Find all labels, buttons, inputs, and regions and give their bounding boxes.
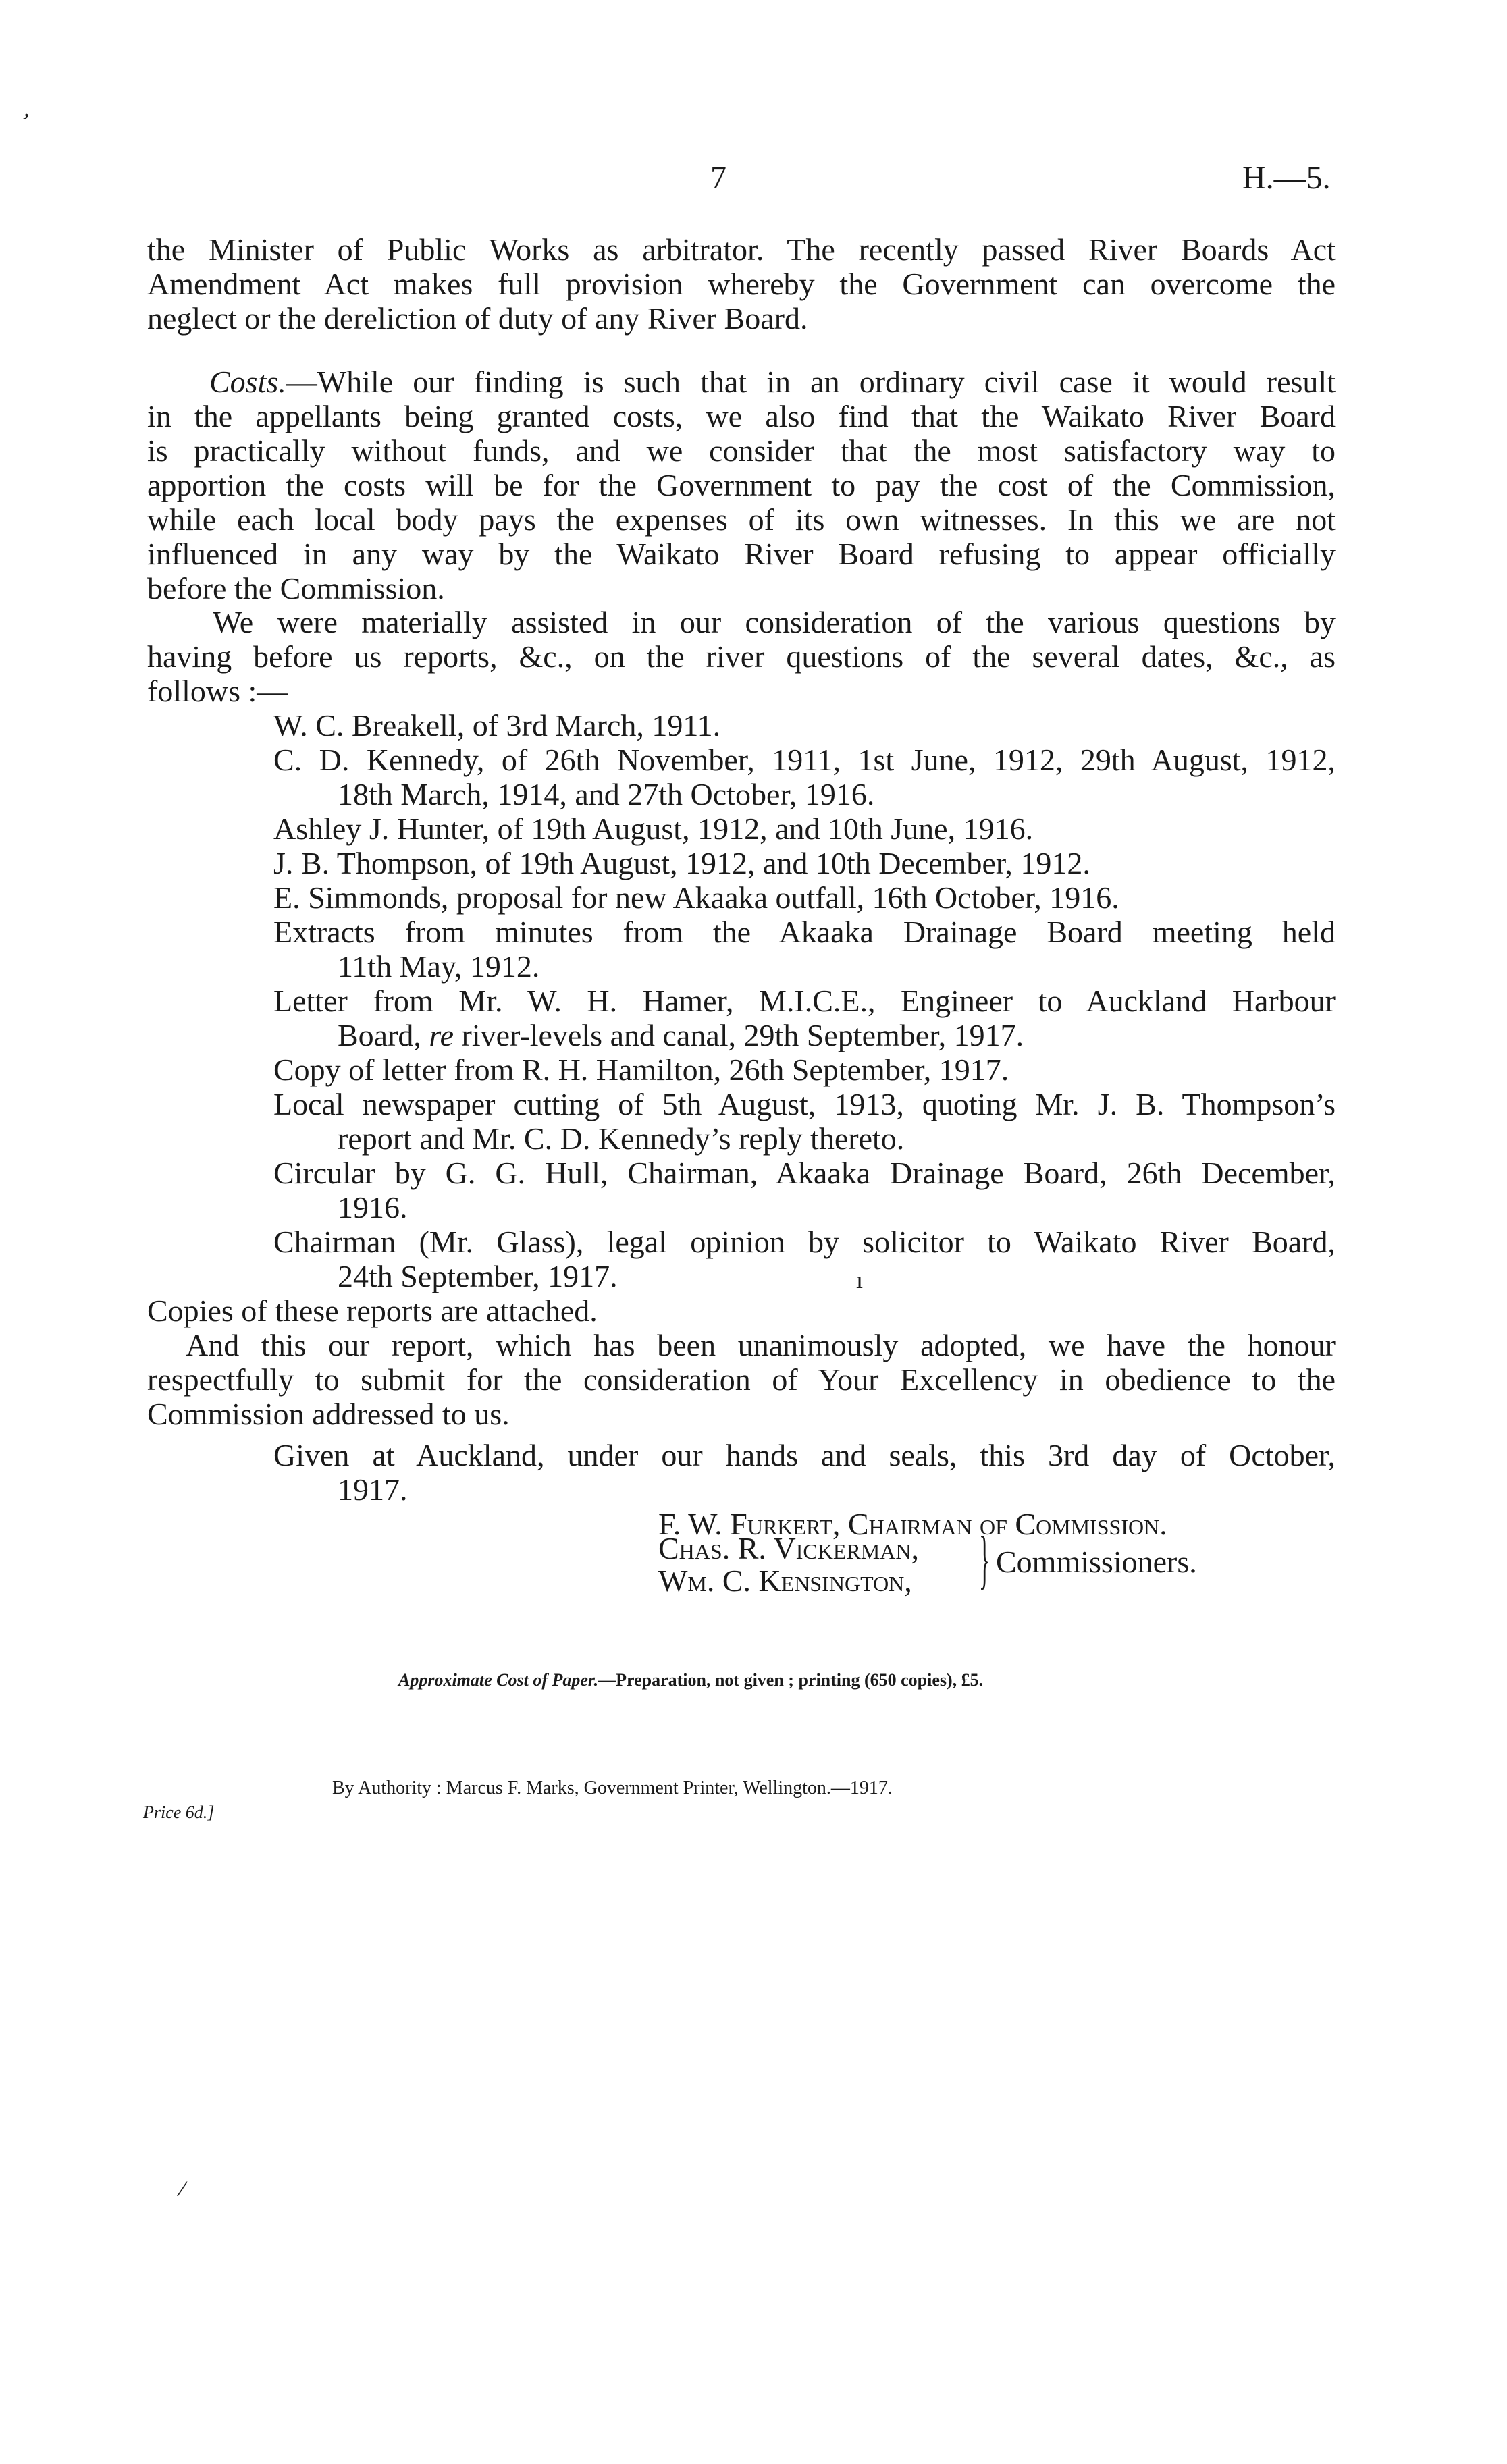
signature-vickerman: Chas. R. Vickerman,: [658, 1531, 919, 1565]
text-line: 1917.: [338, 1472, 408, 1507]
report-text: river-levels and canal, 29th September, 1917.: [454, 1018, 1024, 1052]
text-line: the Minister of Public Works as arbitrator. The recently passed River Boards Act: [147, 232, 1336, 267]
brace-glyph: }: [979, 1523, 990, 1595]
copies-attached-line: Copies of these reports are attached.: [147, 1293, 598, 1328]
report-item-continued: 11th May, 1912.: [338, 949, 540, 984]
report-item: Ashley J. Hunter, of 19th August, 1912, and 10th June, 1916.: [273, 811, 1034, 846]
text-line: is practically without funds, and we consider that the most satisfactory way to: [147, 433, 1336, 468]
report-text: Board,: [338, 1018, 429, 1052]
printer-authority: By Authority : Marcus F. Marks, Government Printer, Wellington.—1917.: [332, 1777, 893, 1798]
report-item: Copy of letter from R. H. Hamilton, 26th September, 1917.: [273, 1052, 1009, 1087]
text-line: while each local body pays the expenses of its own witnesses. In this we are not: [147, 502, 1336, 537]
text-line: influenced in any way by the Waikato River Board refusing to appear officially: [147, 537, 1336, 571]
report-item: E. Simmonds, proposal for new Akaaka outfall, 16th October, 1916.: [273, 880, 1119, 915]
report-item: Extracts from minutes from the Akaaka Drainage Board meeting held: [273, 915, 1336, 949]
scan-speck: ʼ: [16, 107, 33, 136]
report-item: Circular by G. G. Hull, Chairman, Akaaka Drainage Board, 26th December,: [273, 1156, 1336, 1190]
report-item: Chairman (Mr. Glass), legal opinion by solicitor to Waikato River Board,: [273, 1225, 1336, 1259]
text-line: [209, 365, 1336, 400]
report-item-continued: 18th March, 1914, and 27th October, 1916.: [338, 777, 875, 811]
text-line: Commission addressed to us.: [147, 1397, 510, 1431]
report-item: Local newspaper cutting of 5th August, 1913, quoting Mr. J. B. Thompson’s: [273, 1087, 1336, 1121]
report-item: J. B. Thompson, of 19th August, 1912, and 10th December, 1912.: [273, 846, 1090, 880]
report-item: C. D. Kennedy, of 26th November, 1911, 1st June, 1912, 29th August, 1912,: [273, 743, 1336, 777]
document-reference: H.—5.: [1242, 160, 1331, 196]
report-item-continued: report and Mr. C. D. Kennedy’s reply thereto.: [338, 1121, 905, 1156]
commissioners-label: Commissioners.: [996, 1545, 1197, 1579]
price-note: Price 6d.]: [143, 1802, 215, 1822]
scan-speck: /: [175, 2174, 190, 2203]
text-line: We were materially assisted in our consideration of the various questions by: [213, 605, 1336, 639]
text-line: before the Commission.: [147, 571, 445, 606]
report-item: Letter from Mr. W. H. Hamer, M.I.C.E., Engineer to Auckland Harbour: [273, 984, 1336, 1018]
scan-speck: ı: [856, 1266, 864, 1293]
text-line: Amendment Act makes full provision whereby the Government can overcome the: [147, 267, 1336, 301]
page-number: 7: [710, 160, 726, 196]
report-item: W. C. Breakell, of 3rd March, 1911.: [273, 708, 721, 743]
signature-kensington: Wm. C. Kensington,: [658, 1563, 912, 1598]
text-line: neglect or the dereliction of duty of any River Board.: [147, 301, 808, 336]
text-line: respectfully to submit for the consideration of Your Excellency in obedience to the: [147, 1362, 1336, 1397]
report-text-italic: re: [429, 1018, 454, 1052]
text-line: Given at Auckland, under our hands and seals, this 3rd day of October,: [273, 1438, 1336, 1472]
commissioners-block: [658, 1524, 1333, 1605]
cost-label: Approximate Cost of Paper.: [398, 1670, 599, 1690]
text-line: And this our report, which has been unanimously adopted, we have the honour: [186, 1328, 1336, 1362]
report-item-continued: [338, 1018, 1336, 1053]
costs-first-line: —While our finding is such that in an ordinary civil case it would result: [286, 365, 1336, 399]
text-line: in the appellants being granted costs, we also find that the Waikato River Board: [147, 399, 1336, 433]
signature-chairman: F. W. Furkert, Chairman of Commission.: [658, 1507, 1167, 1541]
text-line: apportion the costs will be for the Government to pay the cost of the Commission,: [147, 468, 1336, 502]
report-item-continued: 1916.: [338, 1190, 408, 1225]
costs-heading: Costs.: [209, 365, 286, 399]
text-line: having before us reports, &c., on the river questions of the several dates, &c., as: [147, 639, 1336, 674]
cost-text: —Preparation, not given ; printing (650 copies), £5.: [598, 1670, 984, 1690]
report-item-continued: 24th September, 1917.: [338, 1259, 618, 1293]
text-line: follows :—: [147, 674, 288, 708]
cost-of-paper-note: [398, 1670, 983, 1690]
